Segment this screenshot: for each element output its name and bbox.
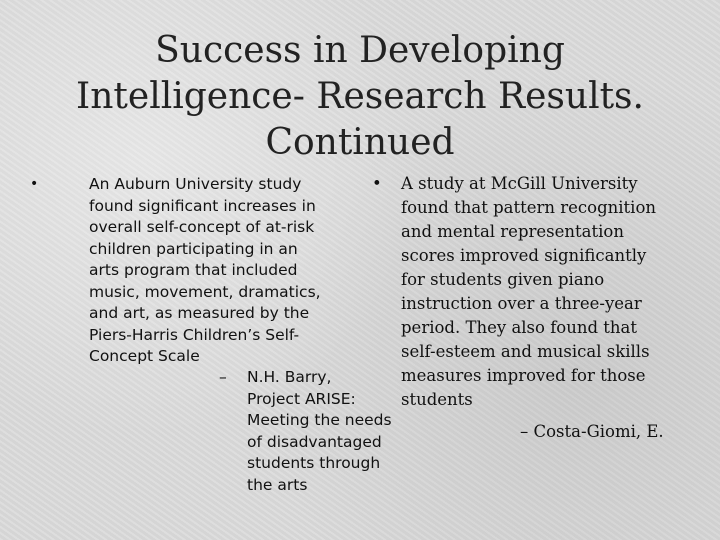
text-line: and mental representation xyxy=(401,222,624,241)
attribution-dash: – xyxy=(219,368,227,386)
title-line: Intelligence- Research Results. xyxy=(76,76,644,117)
bullet-marker: • xyxy=(372,174,382,193)
attribution-line: students through xyxy=(247,454,381,472)
right-attribution: – Costa-Giomi, E. xyxy=(520,422,664,441)
text-line: found significant increases in xyxy=(89,196,316,215)
text-line: students xyxy=(401,390,473,409)
text-line: music, movement, dramatics, xyxy=(89,282,321,301)
text-line: self-esteem and musical skills xyxy=(401,342,650,361)
text-line: scores improved significantly xyxy=(401,246,647,265)
text-line: overall self-concept of at-risk xyxy=(89,218,315,236)
text-line: children participating in an xyxy=(89,239,298,258)
attribution-line: the arts xyxy=(247,475,308,494)
text-line: Piers-Harris Children’s Self- xyxy=(89,325,300,344)
text-line: Concept Scale xyxy=(89,347,200,365)
text-line: A study at McGill University xyxy=(401,174,638,193)
text-line: instruction over a three-year xyxy=(401,294,642,313)
text-line: for students given piano xyxy=(401,270,605,289)
attribution-line: of disadvantaged xyxy=(247,432,382,451)
mcgill-study-text xyxy=(401,172,691,441)
attribution-line: Meeting the needs xyxy=(247,411,392,429)
auburn-study-text xyxy=(89,174,392,494)
text-line: arts program that included xyxy=(89,261,298,279)
title-line: Success in Developing xyxy=(155,30,565,71)
slide-title xyxy=(60,28,660,166)
text-line: found that pattern recognition xyxy=(401,198,657,217)
attribution-line: N.H. Barry, xyxy=(247,368,332,386)
title-line: Continued xyxy=(265,122,455,163)
text-line: period. They also found that xyxy=(401,318,638,337)
text-line: measures improved for those xyxy=(401,366,646,385)
text-line: An Auburn University study xyxy=(89,175,302,193)
text-line: and art, as measured by the xyxy=(89,304,310,322)
bullet-marker: • xyxy=(30,176,39,192)
attribution-line: Project ARISE: xyxy=(247,389,356,408)
